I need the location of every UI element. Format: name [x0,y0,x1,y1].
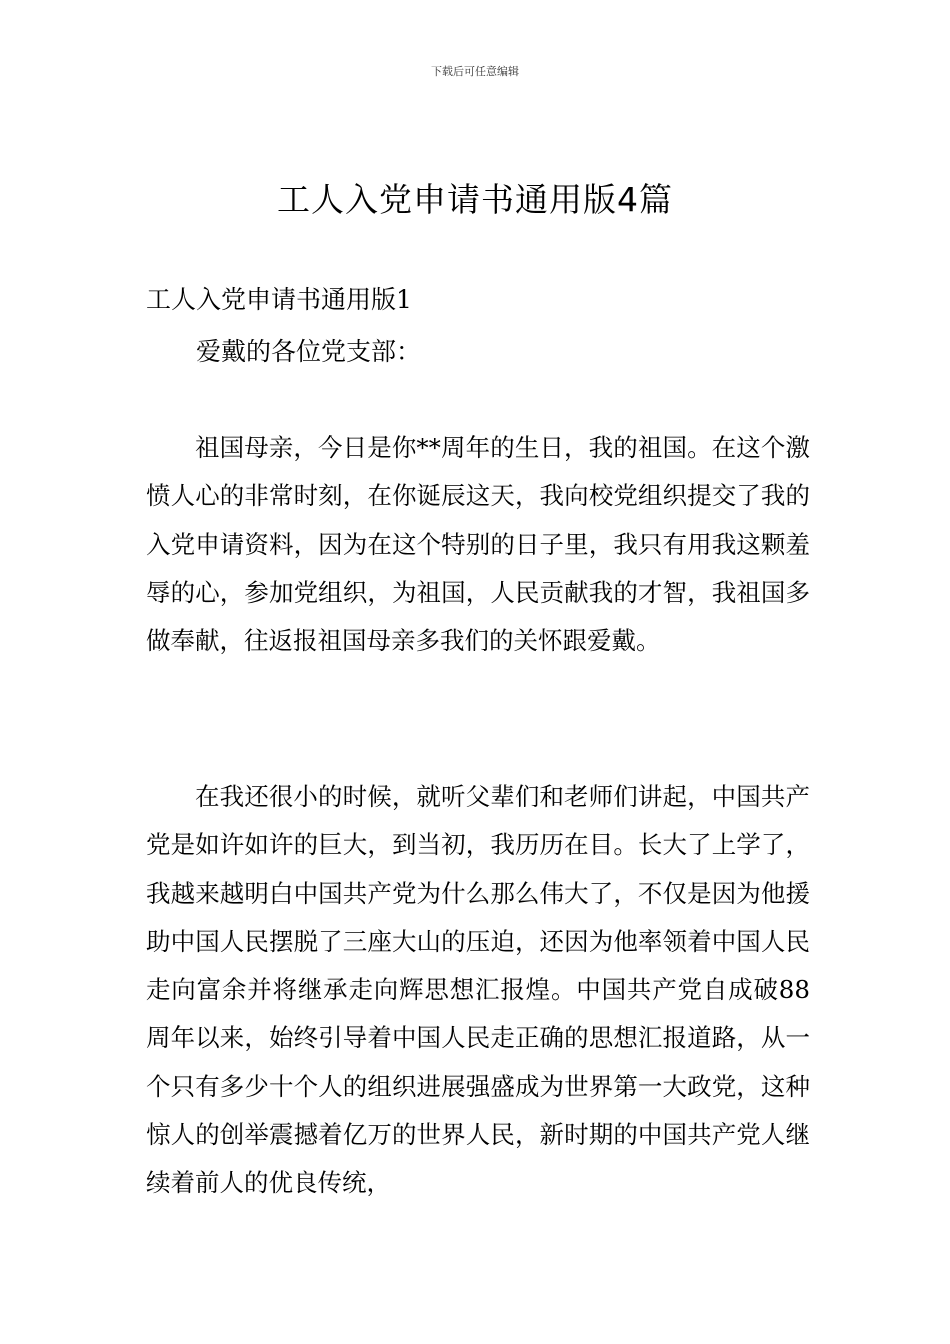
salutation: 爱戴的各位党支部： [196,337,422,366]
body-paragraph-2: 在我还很小的时候，就听父辈们和老师们讲起，中国共产党是如许如许的巨大，到当初，我历历在目。长大了上学了，我越来越明白中国共产党为什么那么伟大了，不仅是因为他援助中国人民摆脱了三座大山的压迫，还因为他率领着中国人民走向富余并将继承走向辉思想汇报煌。中国共产党自成破88周年以来，始终引导着中国人民走正确的思想汇报道路，从一个只有多少十个人的组织进展强盛成为世界第一大政党，这种惊人的创举震撼着亿万的世界人民，新时期的中国共产党人继续着前人的优良传统， [146,782,810,1198]
header-note: 下载后可任意编辑 [431,65,519,78]
document-title: 工人入党申请书通用版4篇 [277,180,673,219]
section-heading: 工人入党申请书通用版1 [146,285,412,314]
body-paragraph-1: 祖国母亲，今日是你**周年的生日，我的祖国。在这个激愤人心的非常时刻，在你诞辰这天，我向校党组织提交了我的入党申请资料，因为在这个特别的日子里，我只有用我这颗羞辱的心，参加党组织，为祖国，人民贡献我的才智，我祖国多做奉献，往返报祖国母亲多我们的关怀跟爱戴。 [146,433,810,656]
